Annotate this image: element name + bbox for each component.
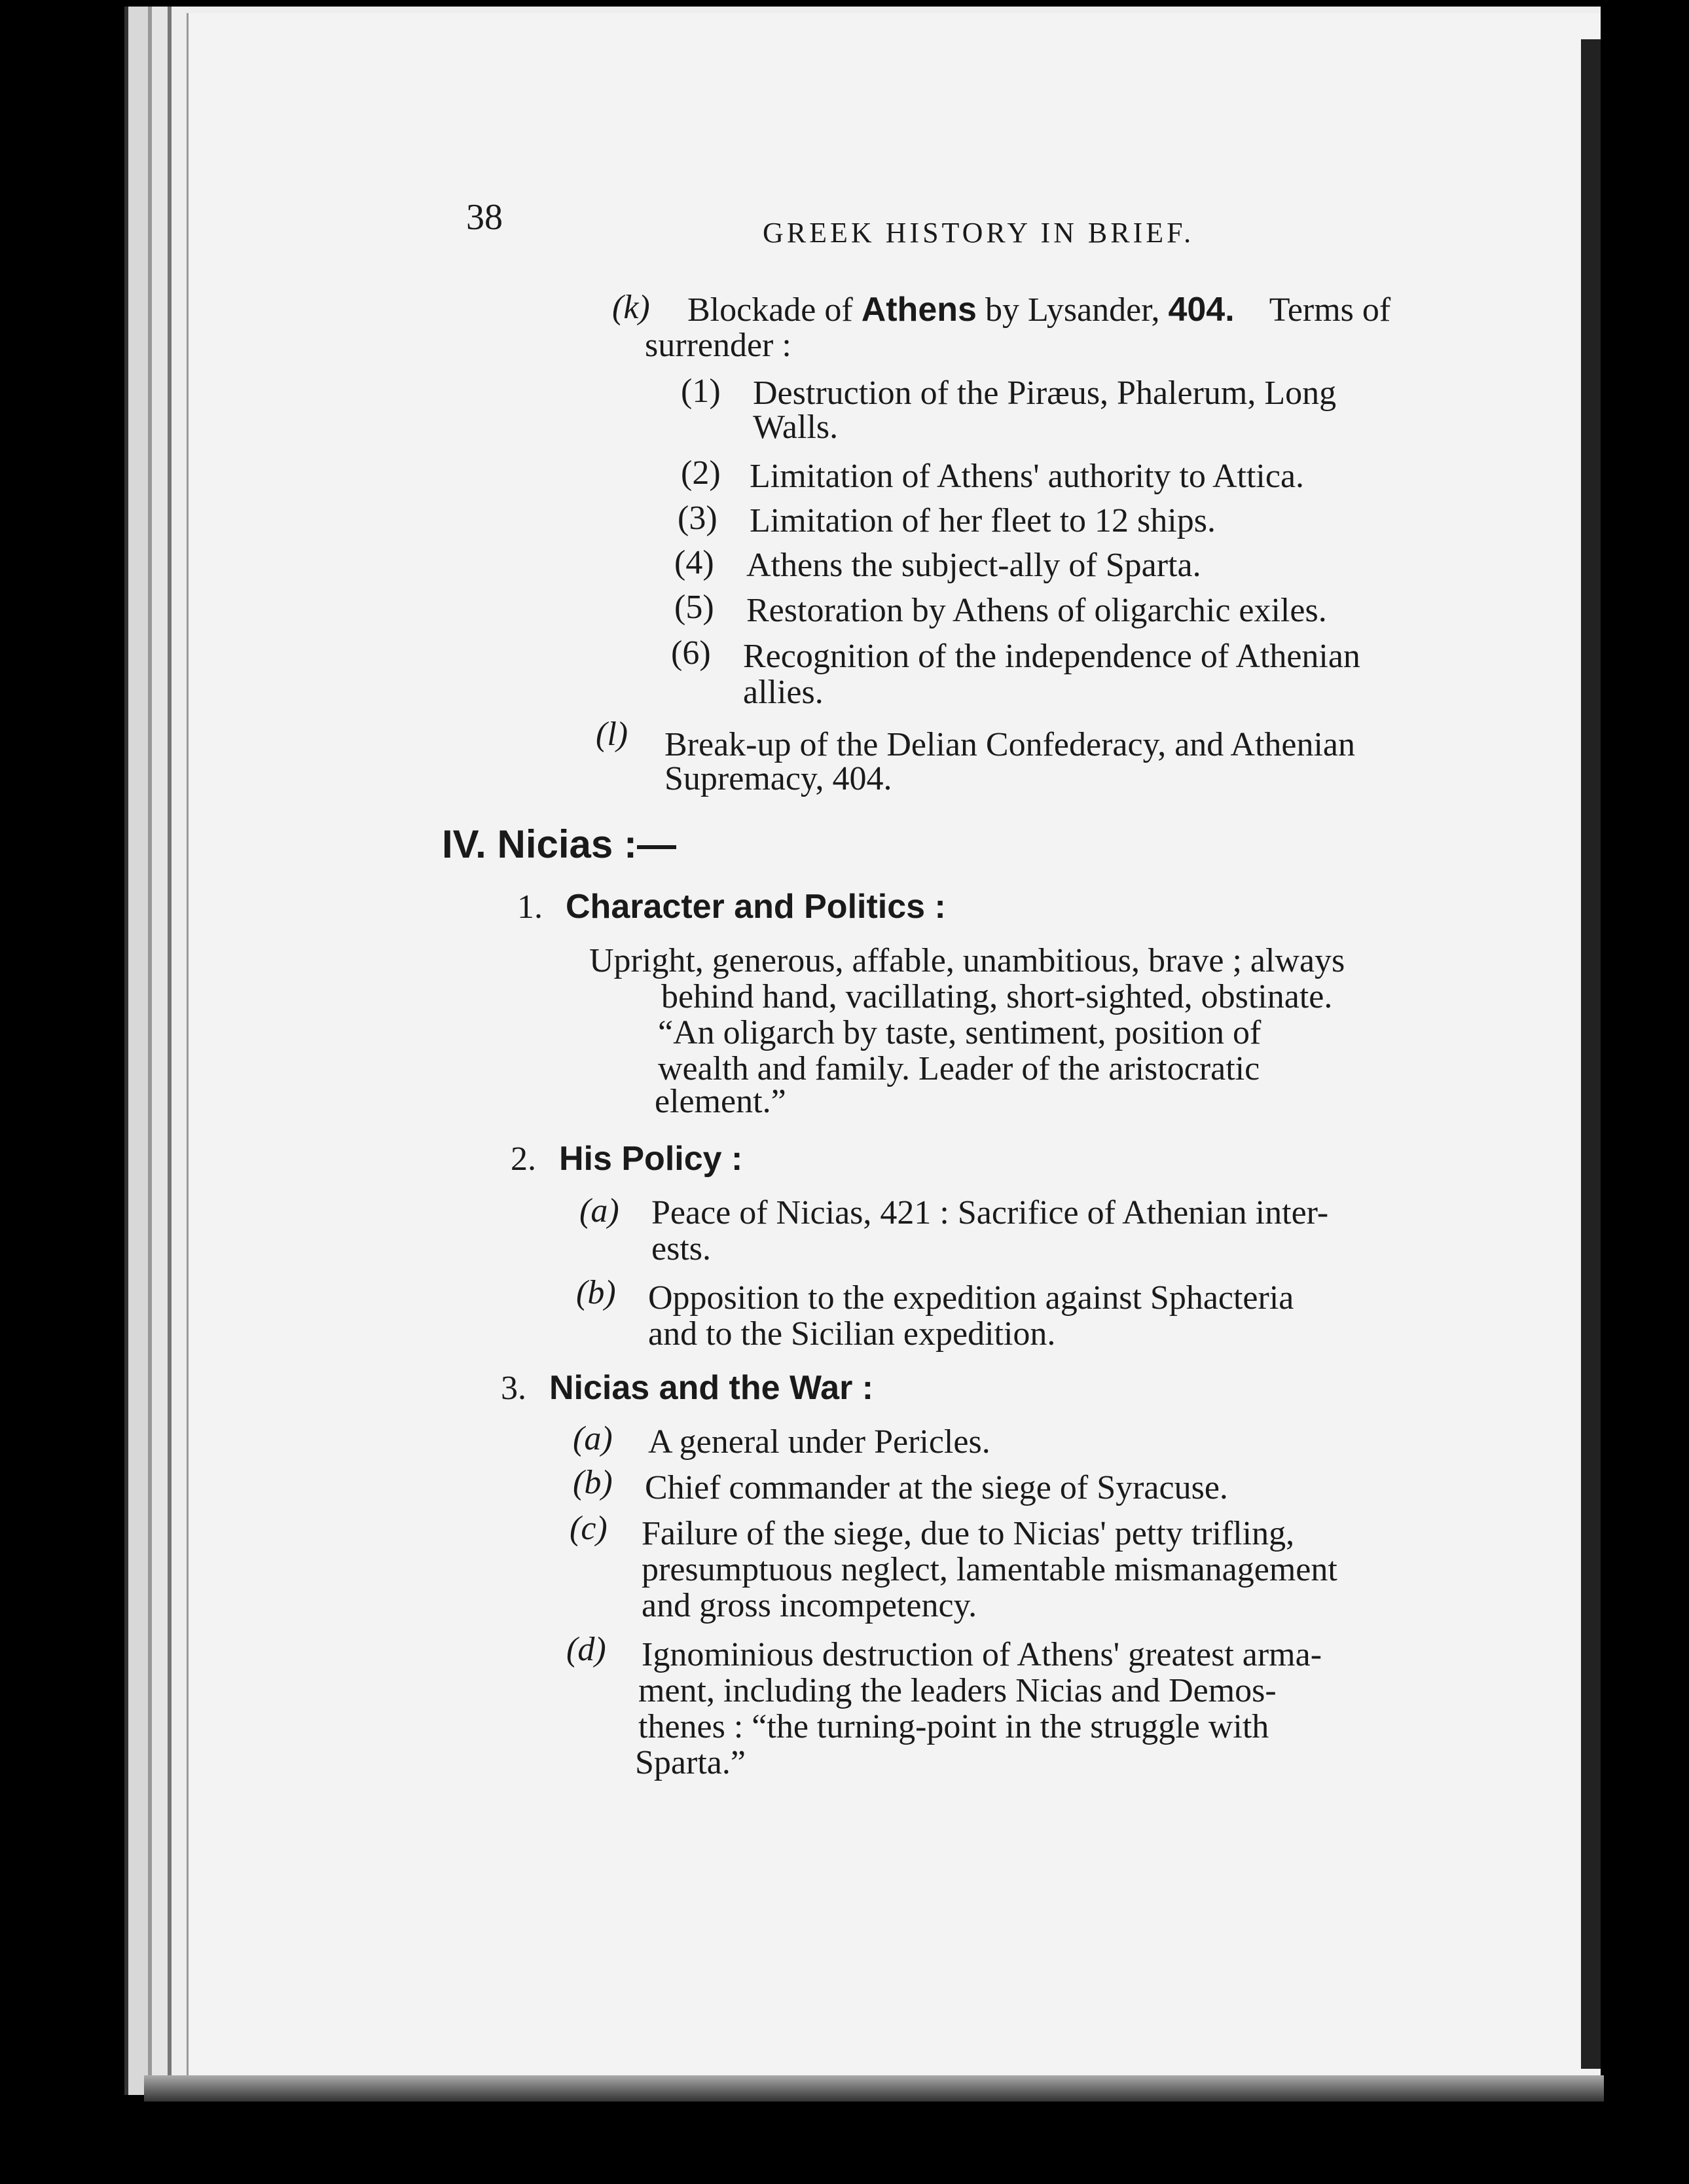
running-title: GREEK HISTORY IN BRIEF.	[763, 217, 1195, 249]
subsection-character-title: Character and Politics :	[566, 888, 946, 926]
section-heading: IV. Nicias :—	[442, 822, 676, 866]
war-c-line1: Failure of the siege, due to Nicias' petty trifling,	[642, 1515, 1295, 1552]
term-3-line1: Limitation of her fleet to 12 ships.	[750, 502, 1216, 539]
item-l-line2: Supremacy, 404.	[664, 760, 892, 797]
subsection-policy-number: 2.	[511, 1140, 536, 1178]
item-l-line1: Break-up of the Delian Confederacy, and Athenian	[664, 726, 1356, 763]
subsection-policy	[511, 1139, 742, 1178]
war-b-label: (b)	[573, 1464, 613, 1501]
item-k-athens: Athens	[861, 291, 977, 329]
item-k-mid: by Lysander,	[985, 291, 1160, 329]
policy-a-line2: ests.	[651, 1230, 711, 1267]
war-a-line1: A general under Pericles.	[648, 1423, 990, 1461]
item-k-pre: Blockade of	[687, 291, 853, 329]
term-3-label: (3)	[678, 500, 717, 537]
war-c-line3: and gross incompetency.	[642, 1587, 977, 1624]
character-line2: behind hand, vacillating, short-sighted, obstinate.	[661, 978, 1333, 1015]
term-5-label: (5)	[674, 589, 714, 626]
page-number: 38	[466, 197, 503, 238]
item-k-line1	[687, 291, 1558, 329]
subsection-war	[501, 1368, 873, 1408]
war-c-label: (c)	[570, 1510, 608, 1547]
character-line1: Upright, generous, affable, unambitious, brave ; always	[589, 942, 1345, 979]
subsection-character-number: 1.	[517, 888, 543, 926]
war-b-line1: Chief commander at the siege of Syracuse.	[645, 1469, 1228, 1506]
term-6-line1: Recognition of the independence of Athenian	[743, 638, 1360, 675]
subsection-policy-title: His Policy :	[559, 1140, 743, 1178]
term-1-line1: Destruction of the Piræus, Phalerum, Long	[753, 374, 1337, 412]
item-k-year: 404.	[1168, 291, 1235, 329]
war-d-line2: ment, including the leaders Nicias and Demos-	[638, 1672, 1277, 1709]
subsection-character	[517, 887, 946, 926]
policy-a-line1: Peace of Nicias, 421 : Sacrifice of Athenian inter-	[651, 1194, 1329, 1231]
policy-b-line1: Opposition to the expedition against Sphacteria	[648, 1279, 1294, 1317]
term-5-line1: Restoration by Athens of oligarchic exiles.	[746, 592, 1327, 629]
item-k-label: (k)	[612, 289, 650, 326]
policy-a-label: (a)	[579, 1192, 619, 1229]
war-d-line4: Sparta.”	[635, 1744, 746, 1781]
character-line4: wealth and family. Leader of the aristocratic	[658, 1050, 1260, 1087]
policy-b-label: (b)	[576, 1274, 616, 1311]
war-d-label: (d)	[566, 1631, 606, 1668]
item-k-line2: surrender :	[645, 327, 791, 364]
war-d-line3: thenes : “the turning-point in the struggle with	[638, 1708, 1269, 1745]
term-4-line1: Athens the subject-ally of Sparta.	[746, 547, 1201, 584]
item-l-label: (l)	[596, 716, 628, 753]
subsection-war-title: Nicias and the War :	[549, 1369, 874, 1407]
subsection-war-number: 3.	[501, 1370, 526, 1407]
term-4-label: (4)	[674, 544, 714, 581]
term-1-line2: Walls.	[753, 409, 839, 446]
term-2-label: (2)	[681, 454, 721, 492]
term-1-label: (1)	[681, 373, 721, 410]
term-2-line1: Limitation of Athens' authority to Attica.	[750, 458, 1305, 495]
term-6-line2: allies.	[743, 674, 824, 711]
term-6-label: (6)	[671, 634, 711, 672]
war-a-label: (a)	[573, 1420, 613, 1457]
character-line5: element.”	[655, 1083, 786, 1120]
war-d-line1: Ignominious destruction of Athens' greatest arma-	[642, 1636, 1322, 1673]
policy-b-line2: and to the Sicilian expedition.	[648, 1315, 1056, 1353]
item-k-post: Terms of	[1269, 291, 1391, 329]
war-c-line2: presumptuous neglect, lamentable mismanagement	[642, 1551, 1337, 1588]
character-line3: “An oligarch by taste, sentiment, position of	[658, 1014, 1262, 1051]
